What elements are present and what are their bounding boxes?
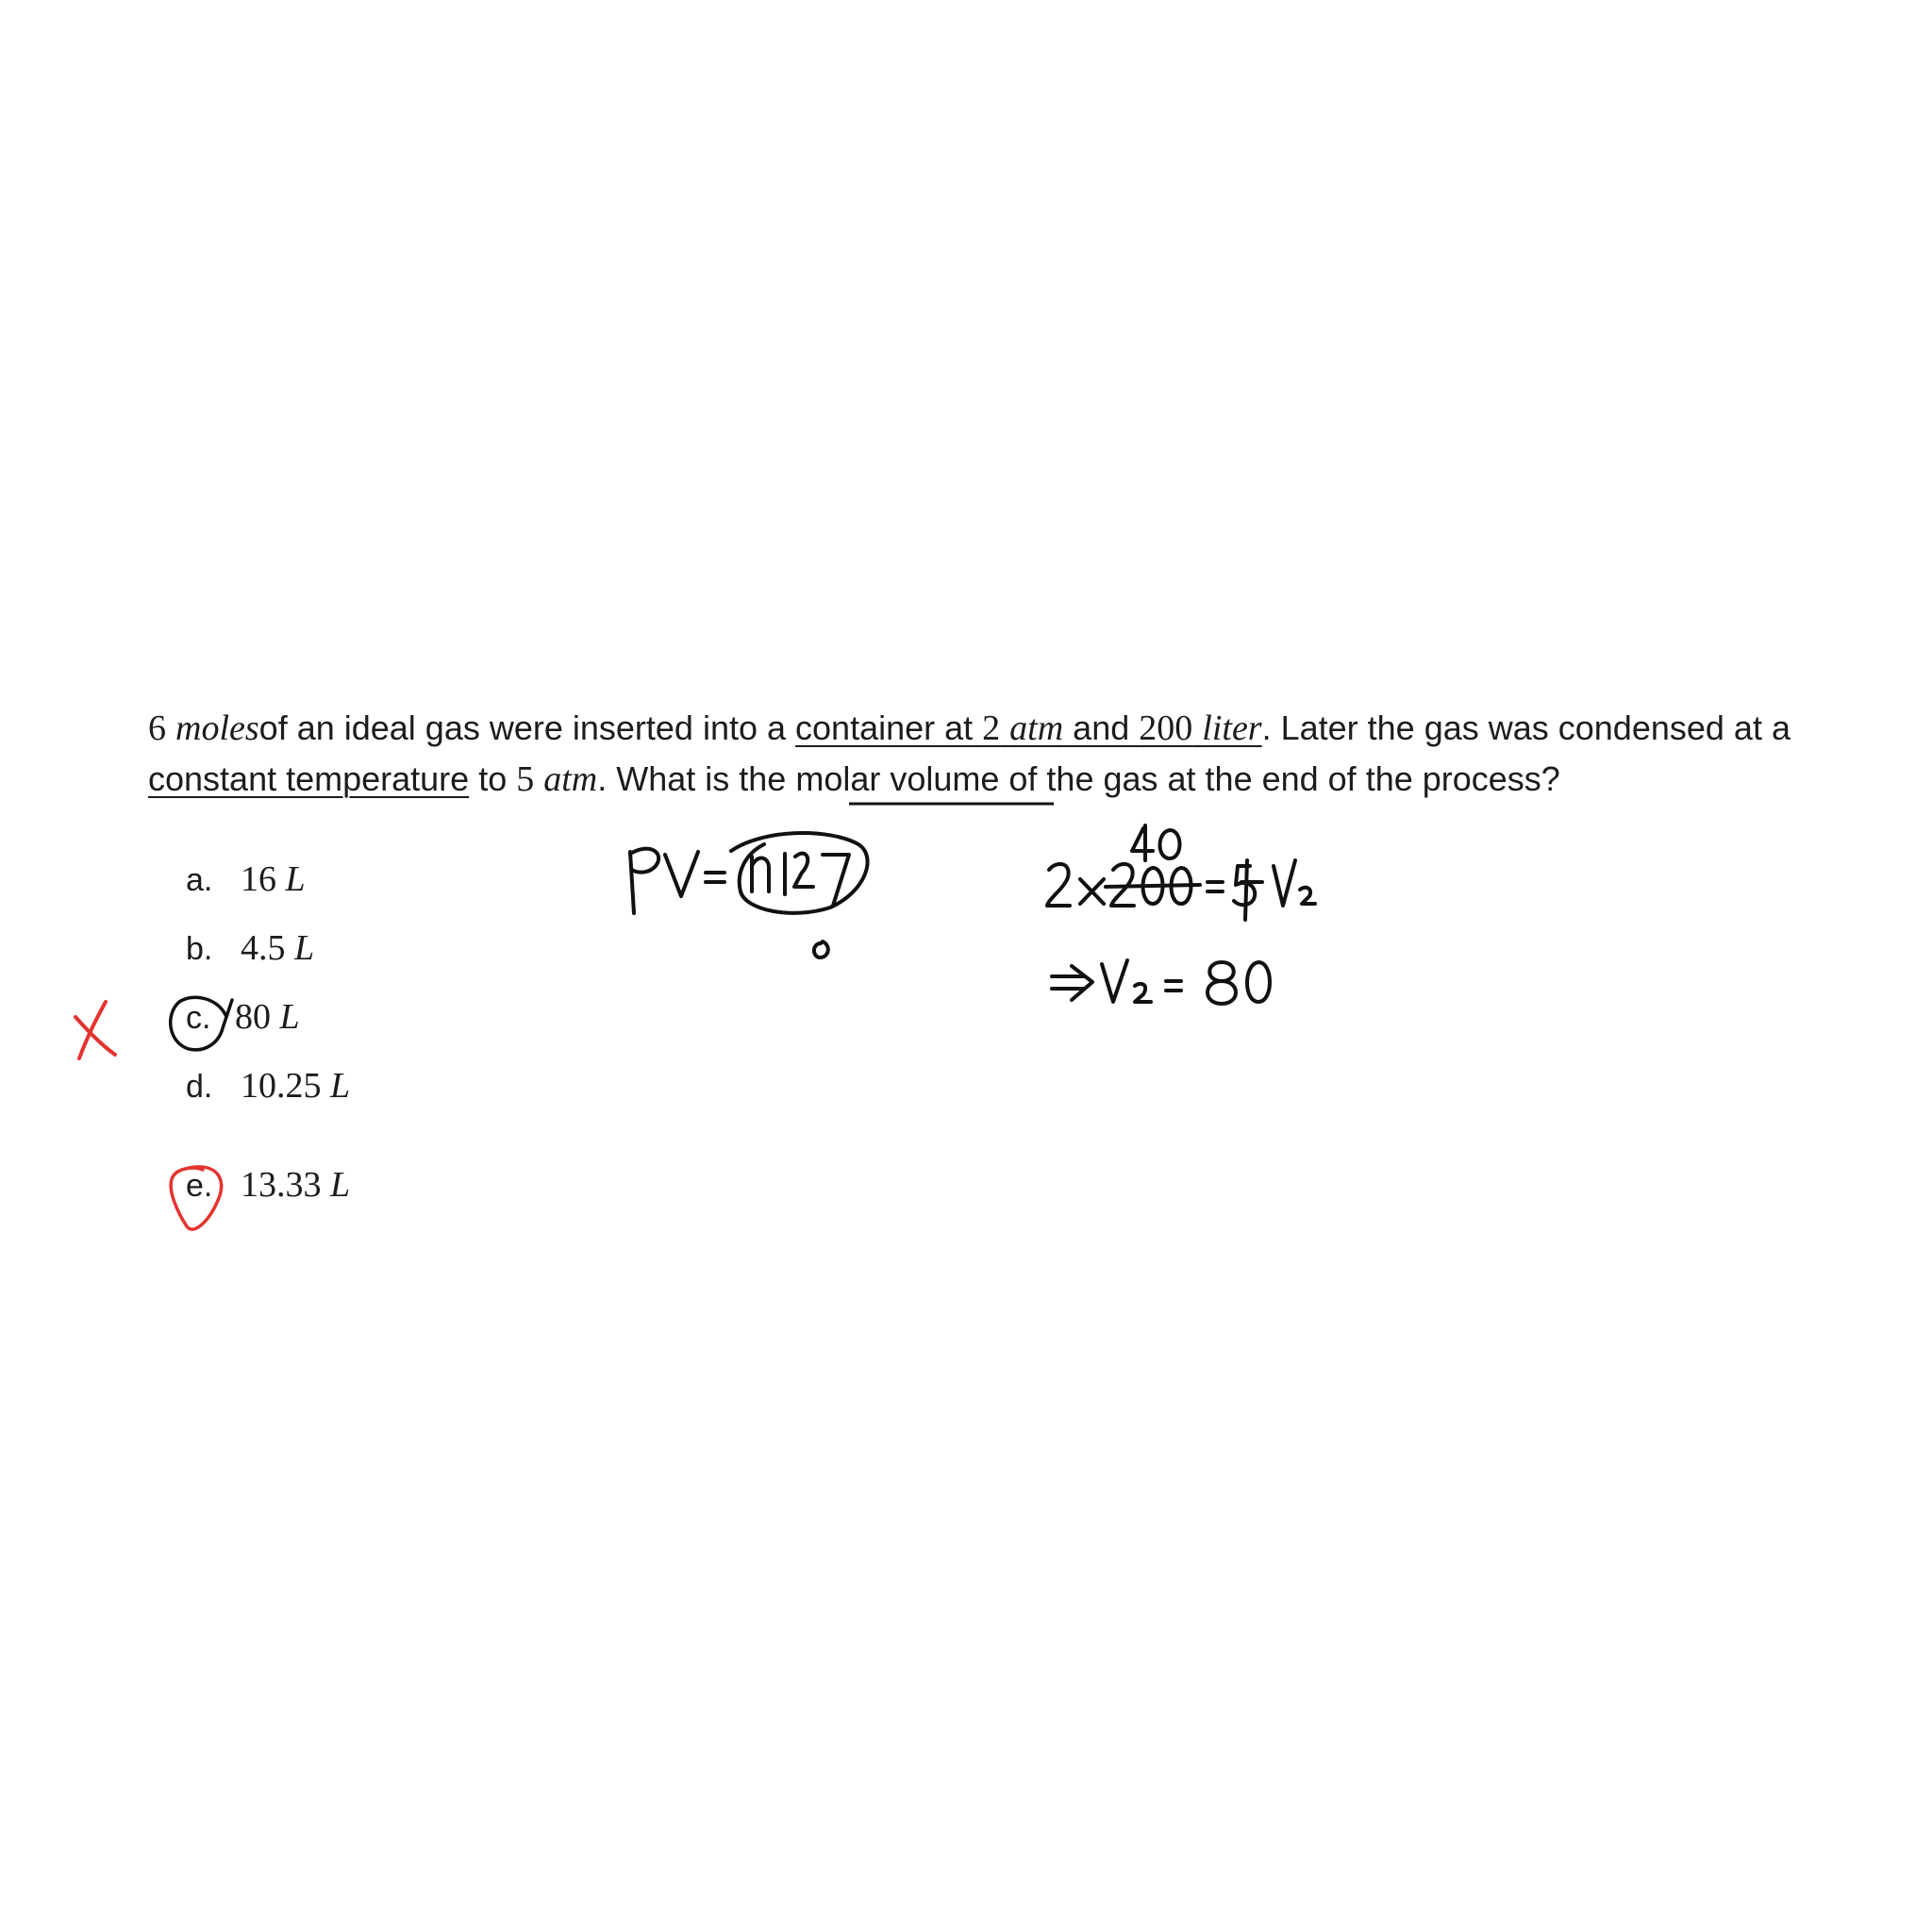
option-letter: e. bbox=[186, 1168, 213, 1204]
option-c[interactable] bbox=[186, 996, 300, 1038]
option-letter: d. bbox=[186, 1069, 213, 1105]
option-unit: L bbox=[329, 1165, 351, 1205]
hand-calculation bbox=[1047, 825, 1315, 1004]
option-value: 80 bbox=[235, 997, 271, 1037]
option-d[interactable] bbox=[186, 1065, 350, 1107]
option-unit: L bbox=[293, 928, 315, 968]
question-text: 6 molesof an ideal gas were inserted into a container at 2 atm and 200 liter. Later the gas was condensed at a constant temperature to 5 atm. What is the molar volume of the gas at the end of the process? bbox=[148, 708, 1790, 799]
final-pressure-unit: atm bbox=[543, 759, 598, 799]
option-value: 13.33 bbox=[241, 1165, 322, 1205]
molar-volume-phrase: molar volume bbox=[795, 759, 1000, 798]
option-unit: L bbox=[285, 859, 306, 899]
underlined-container: container at 2 atm and 200 liter bbox=[795, 708, 1262, 748]
option-a[interactable] bbox=[186, 858, 306, 900]
option-e[interactable] bbox=[186, 1164, 350, 1206]
option-b[interactable] bbox=[186, 927, 314, 969]
option-value: 4.5 bbox=[241, 928, 286, 968]
underlined-constant-temperature: constant temperature bbox=[148, 759, 470, 798]
final-pressure-number: 5 bbox=[516, 759, 535, 799]
ideal-gas-law-handwriting bbox=[630, 833, 868, 958]
wrong-mark-icon bbox=[75, 1002, 115, 1058]
option-letter: a. bbox=[186, 862, 213, 898]
option-unit: L bbox=[279, 997, 300, 1037]
option-letter: b. bbox=[186, 931, 213, 967]
question-part-1: of an ideal gas were inserted into a bbox=[258, 708, 796, 747]
question-part-2: . Later the gas was condensed at a bbox=[1261, 708, 1790, 747]
option-unit: L bbox=[329, 1066, 351, 1106]
moles-unit: moles bbox=[175, 708, 259, 748]
moles-number: 6 bbox=[148, 708, 166, 748]
option-value: 16 bbox=[241, 859, 276, 899]
option-value: 10.25 bbox=[241, 1066, 322, 1106]
option-letter: c. bbox=[186, 1000, 211, 1036]
